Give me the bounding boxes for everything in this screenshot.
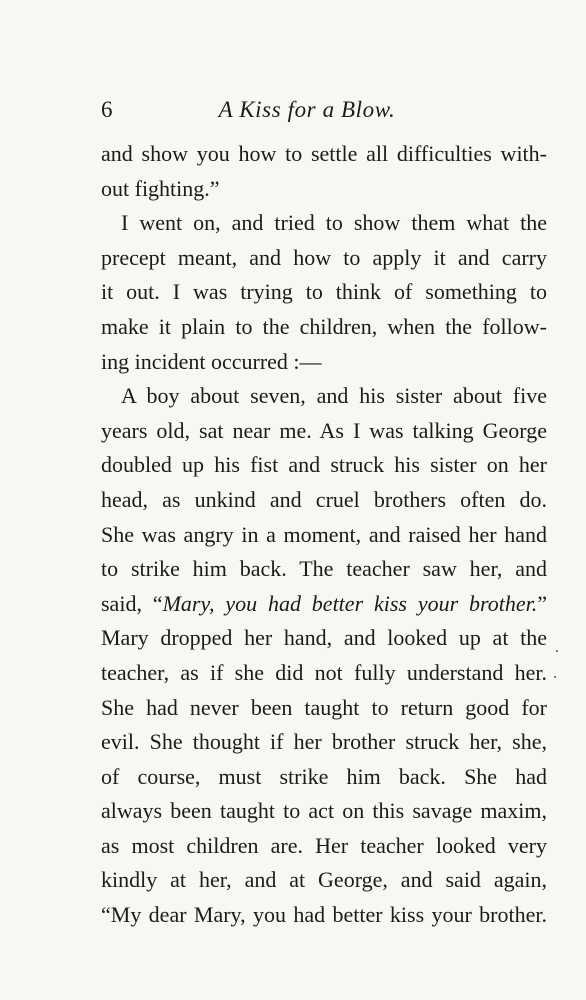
- text-line: always been taught to act on this savage maxim,: [101, 798, 547, 824]
- text-line: evil. She thought if her brother struck her, she,: [101, 729, 547, 755]
- text-line: head, as unkind and cruel brothers often do.: [101, 486, 547, 512]
- text-line: She had never been taught to return good for: [101, 694, 547, 720]
- quote-close: ”: [537, 590, 548, 616]
- running-title: A Kiss for a Blow.: [218, 97, 396, 122]
- text-line: of course, must strike him back. She had: [101, 763, 547, 789]
- text-line: kindly at her, and at George, and said again,: [101, 867, 547, 893]
- text-line: it out. I was trying to think of something to: [101, 279, 547, 305]
- text-line: and show you how to settle all difficulties with-: [101, 141, 547, 166]
- text-line: Mary dropped her hand, and looked up at the: [101, 625, 547, 651]
- text-line-quote: [101, 587, 547, 622]
- print-speck: [554, 676, 556, 678]
- quote-open: said, “: [101, 590, 163, 616]
- text-line: years old, sat near me. As I was talking George: [101, 417, 547, 443]
- text-line: as most children are. Her teacher looked very: [101, 832, 547, 858]
- text-line: make it plain to the children, when the follow-: [101, 313, 547, 339]
- body-text: [101, 137, 547, 933]
- text-line: doubled up his fist and struck his sister on her: [101, 452, 547, 478]
- italic-quote: Mary, you had better kiss your brother.: [162, 590, 538, 616]
- text-line: teacher, as if she did not fully understand her.: [101, 659, 547, 685]
- print-speck: [556, 650, 558, 652]
- text-line: ing incident occurred :—: [101, 348, 322, 374]
- text-line: precept meant, and how to apply it and carry: [101, 244, 547, 270]
- text-line: She was angry in a moment, and raised her hand: [101, 521, 547, 547]
- page-header: [101, 97, 483, 127]
- text-line: out fighting.”: [101, 175, 220, 201]
- text-line: to strike him back. The teacher saw her, and: [101, 556, 547, 582]
- text-line: “My dear Mary, you had better kiss your brother.: [101, 902, 547, 928]
- paragraph-start-line: I went on, and tried to show them what the: [121, 210, 547, 236]
- page-number: 6: [101, 97, 113, 122]
- paragraph-start-line: A boy about seven, and his sister about five: [121, 383, 547, 409]
